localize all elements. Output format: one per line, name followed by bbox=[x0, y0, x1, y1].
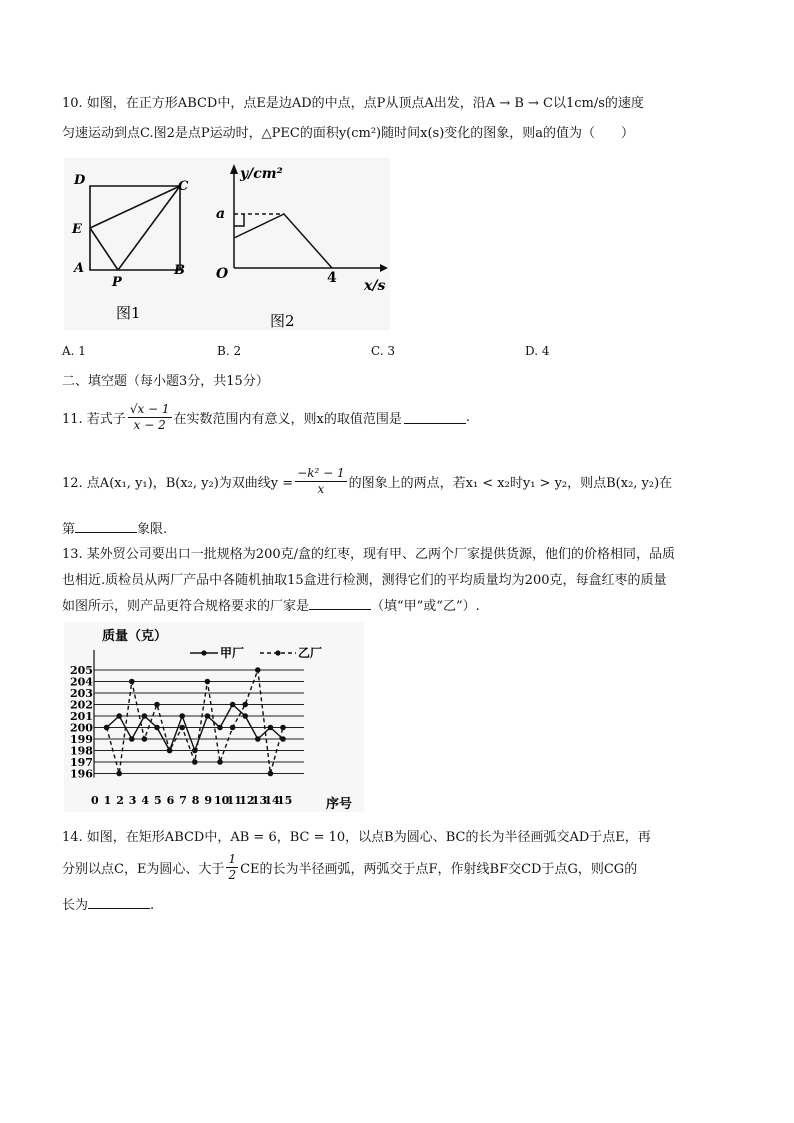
q14-answer-blank[interactable] bbox=[88, 896, 150, 909]
q11-prefix: 11. 若式子 bbox=[62, 412, 126, 427]
q12-line2b: 象限. bbox=[137, 522, 168, 537]
y-tick-label: 199 bbox=[70, 733, 93, 746]
q11-suffix: 在实数范围内有意义，则x的取值范围是 bbox=[173, 412, 402, 427]
data-point-jia bbox=[217, 725, 223, 731]
legend-marker-yi bbox=[275, 650, 280, 655]
figure-2-graph bbox=[204, 158, 390, 330]
q12-denominator: x bbox=[317, 482, 325, 496]
q12-line2 bbox=[62, 518, 167, 537]
y-tick-label: 201 bbox=[70, 710, 93, 723]
option-c: C. 3 bbox=[371, 344, 396, 358]
y-tick-label: 196 bbox=[70, 767, 93, 781]
q12-numerator: −k² − 1 bbox=[297, 466, 345, 480]
x-tick-label: 1 bbox=[103, 794, 112, 807]
q14-line2 bbox=[62, 852, 637, 883]
q11-numerator: √x − 1 bbox=[129, 402, 170, 416]
figure-2-origin: O bbox=[216, 266, 229, 282]
data-point-yi bbox=[104, 725, 110, 731]
figure-1-square bbox=[64, 158, 204, 330]
label-D: D bbox=[74, 173, 86, 188]
data-point-yi bbox=[217, 759, 223, 765]
q10-line2: 匀速运动到点C.图2是点P运动时，△PEC的面积y(cm²)随时间x(s)变化的图象，则a的值为（ ） bbox=[62, 126, 635, 141]
q12-fraction bbox=[295, 466, 346, 497]
data-point-yi bbox=[167, 748, 173, 754]
q14-fraction-numerator: 1 bbox=[228, 852, 237, 866]
data-point-yi bbox=[242, 702, 248, 708]
x-tick-label: 14 bbox=[264, 794, 280, 807]
option-b: B. 2 bbox=[217, 344, 242, 358]
q10-line1: 10. 如图，在正方形ABCD中，点E是边AD的中点，点P从顶点A出发，沿A → B → C以1cm/s的速度 bbox=[62, 96, 644, 111]
data-point-yi bbox=[230, 725, 236, 731]
x-tick-label: 0 bbox=[91, 794, 99, 807]
q12-line1 bbox=[62, 466, 672, 497]
x-tick-label: 5 bbox=[154, 794, 162, 807]
data-point-jia bbox=[280, 736, 286, 742]
data-point-yi bbox=[268, 771, 274, 777]
label-B: B bbox=[174, 263, 185, 278]
data-point-jia bbox=[192, 748, 198, 754]
q12-suffix: 的图象上的两点，若x₁ < x₂时y₁ > y₂，则点B(x₂, y₂)在 bbox=[348, 476, 673, 491]
x-tick-label: 12 bbox=[239, 794, 255, 807]
q12-line2a: 第 bbox=[62, 522, 76, 537]
y-tick-label: 204 bbox=[70, 675, 93, 689]
x-tick-label: 3 bbox=[128, 794, 137, 807]
x-tick-label: 11 bbox=[226, 794, 242, 807]
x-tick-label: 8 bbox=[191, 794, 200, 807]
q13-line3b: （填“甲”或“乙”）. bbox=[371, 599, 480, 614]
y-tick-label: 197 bbox=[70, 756, 93, 769]
data-point-yi bbox=[255, 667, 261, 673]
figure-2-a: a bbox=[216, 206, 226, 222]
data-point-jia bbox=[116, 713, 122, 719]
q11-answer-blank[interactable] bbox=[404, 411, 466, 424]
section-heading: 二、填空题（每小题3分，共15分） bbox=[62, 374, 269, 389]
x-tick-label: 4 bbox=[141, 794, 150, 807]
data-point-yi bbox=[116, 771, 122, 777]
data-point-jia bbox=[242, 713, 248, 719]
legend-marker-jia bbox=[201, 650, 206, 655]
q12-answer-blank[interactable] bbox=[75, 520, 137, 533]
label-C: C bbox=[178, 179, 189, 194]
data-point-jia bbox=[255, 736, 261, 742]
y-tick-label: 205 bbox=[70, 664, 93, 677]
option-d: D. 4 bbox=[525, 344, 550, 358]
q14-line2b: CE的长为半径画弧，两弧交于点F，作射线BF交CD于点G，则CG的 bbox=[240, 862, 638, 877]
q13-answer-blank[interactable] bbox=[309, 597, 371, 610]
data-point-yi bbox=[192, 759, 198, 765]
q14-line3a: 长为 bbox=[62, 898, 89, 913]
x-tick-label: 6 bbox=[166, 794, 175, 807]
chart-ylabel: 质量（克） bbox=[102, 629, 168, 644]
x-tick-label: 9 bbox=[204, 794, 213, 807]
figure-2-caption: 图2 bbox=[270, 312, 295, 330]
quality-line-chart bbox=[64, 622, 364, 812]
q13-line3a: 如图所示，则产品更符合规格要求的厂家是 bbox=[62, 599, 310, 614]
q14-line2a: 分别以点C，E为圆心、大于 bbox=[62, 862, 225, 877]
data-point-yi bbox=[154, 702, 160, 708]
data-point-yi bbox=[205, 679, 211, 685]
q14-line1: 14. 如图，在矩形ABCD中，AB = 6，BC = 10，以点B为圆心、BC的长为半径画弧交AD于点E，再 bbox=[62, 830, 651, 845]
data-point-jia bbox=[154, 725, 160, 731]
figure-1-caption: 图1 bbox=[116, 304, 141, 322]
legend-label-yi: 乙厂 bbox=[298, 646, 323, 660]
x-tick-label: 13 bbox=[251, 794, 268, 807]
data-point-yi bbox=[179, 725, 185, 731]
q12-prefix: 12. 点A(x₁, y₁)，B(x₂, y₂)为双曲线y = bbox=[62, 476, 294, 491]
data-point-yi bbox=[280, 725, 286, 731]
data-point-yi bbox=[142, 736, 148, 742]
x-tick-label: 7 bbox=[179, 794, 187, 807]
x-tick-label: 15 bbox=[277, 794, 293, 807]
label-A: A bbox=[74, 261, 85, 276]
label-P: P bbox=[112, 275, 122, 290]
q14-fraction bbox=[226, 852, 238, 883]
data-point-jia bbox=[205, 713, 211, 719]
data-point-jia bbox=[268, 725, 274, 731]
q14-line3 bbox=[62, 894, 154, 913]
q11-line bbox=[62, 402, 470, 433]
q11-end: . bbox=[465, 410, 471, 425]
q13-line2: 也相近.质检员从两厂产品中各随机抽取15盒进行检测，测得它们的平均质量均为200克，每盒红枣的质量 bbox=[62, 573, 667, 588]
legend-label-jia: 甲厂 bbox=[220, 646, 245, 660]
data-point-jia bbox=[179, 713, 185, 719]
q14-line3b: . bbox=[150, 898, 155, 913]
label-E: E bbox=[72, 222, 82, 237]
x-tick-label: 2 bbox=[116, 794, 124, 807]
q13-line3 bbox=[62, 595, 480, 614]
data-point-yi bbox=[129, 679, 135, 685]
y-tick-label: 200 bbox=[70, 721, 93, 735]
figure-2-ylabel: y/cm² bbox=[240, 166, 283, 182]
option-a: A. 1 bbox=[62, 344, 86, 358]
q11-fraction bbox=[128, 402, 172, 433]
data-point-jia bbox=[230, 702, 236, 708]
figure-2-xlabel: x/s bbox=[364, 278, 386, 294]
q14-fraction-denominator: 2 bbox=[228, 868, 237, 882]
figure-2-four: 4 bbox=[327, 270, 337, 286]
y-tick-label: 203 bbox=[70, 687, 93, 700]
x-tick-label: 10 bbox=[214, 794, 230, 807]
data-point-jia bbox=[129, 736, 135, 742]
q13-line1: 13. 某外贸公司要出口一批规格为200克/盒的红枣，现有甲、乙两个厂家提供货源，他们的价格相同，品质 bbox=[62, 547, 676, 562]
q11-denominator: x − 2 bbox=[133, 418, 166, 432]
data-point-jia bbox=[142, 713, 148, 719]
y-tick-label: 202 bbox=[70, 698, 93, 712]
chart-xlabel: 序号 bbox=[326, 797, 353, 812]
y-tick-label: 198 bbox=[70, 744, 93, 758]
